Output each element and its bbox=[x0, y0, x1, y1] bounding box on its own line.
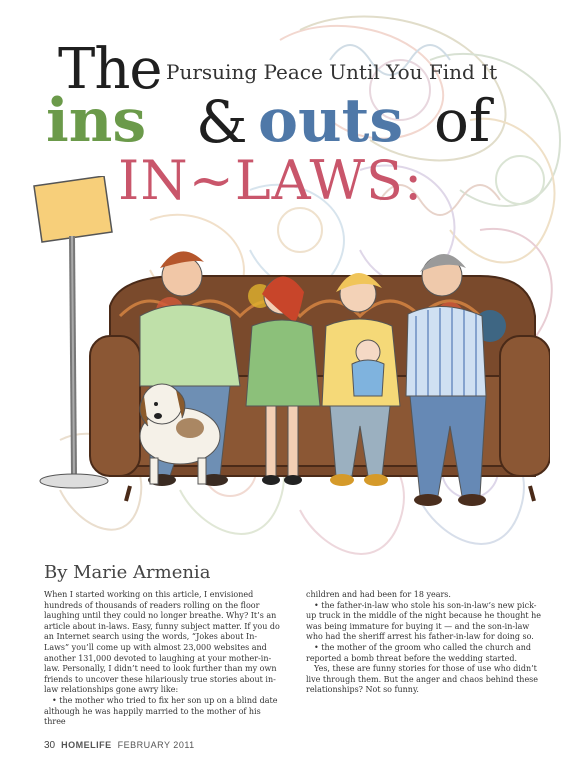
title-ins: ins bbox=[46, 86, 147, 156]
page-folio bbox=[44, 740, 195, 751]
title-outs: outs bbox=[258, 86, 404, 156]
title-of: of bbox=[434, 87, 491, 155]
page-number: 30 bbox=[44, 740, 56, 751]
article-body bbox=[44, 590, 544, 728]
issue-date: FEBRUARY 2011 bbox=[117, 740, 195, 750]
paragraph: Yes, these are funny stories for those of use who didn’t live through them. But the anger and chaos behind these relationships? Not so funny. bbox=[306, 664, 539, 695]
column-2 bbox=[306, 590, 544, 728]
subtitle: Pursuing Peace Until You Find It bbox=[166, 60, 498, 84]
column-1 bbox=[44, 590, 282, 728]
family-on-couch-illustration bbox=[30, 176, 550, 546]
title-inlaws: IN~LAWS: bbox=[118, 149, 424, 212]
title-ampersand: & bbox=[196, 88, 248, 156]
byline: By Marie Armenia bbox=[44, 562, 211, 583]
magazine-name: HOMELIFE bbox=[61, 740, 112, 750]
paragraph: • the mother of the groom who called the church and reported a bomb threat before the wedding started. bbox=[306, 642, 532, 663]
paragraph: • the father-in-law who stole his son-in-law’s new pick-up truck in the middle of the night because he thought he was being immature for buying it — and the son-in-law who had the sheriff arrest his father-in-law for doing so. bbox=[306, 600, 542, 642]
title-the: The bbox=[58, 37, 162, 102]
paragraph: When I started working on this article, I envisioned hundreds of thousands of readers rolling on the floor laughing until they could no longer breathe. Why? It’s an article about in-laws. Easy, funny subject matter. If you do an Internet search using the words, “Jokes about In-Laws” you’ll come up with almost 23,000 websites and another 131,000 devoted to laughing at your mother-in-law. Personally, I didn’t need to look further than my own friends to uncover these hilariously true stories about in-law relationships gone awry like: bbox=[44, 590, 280, 695]
paragraph: children and had been for 18 years. bbox=[306, 590, 451, 599]
paragraph: • the mother who tried to fix her son up on a blind date although he was happily married to the mother of his three bbox=[44, 695, 278, 727]
